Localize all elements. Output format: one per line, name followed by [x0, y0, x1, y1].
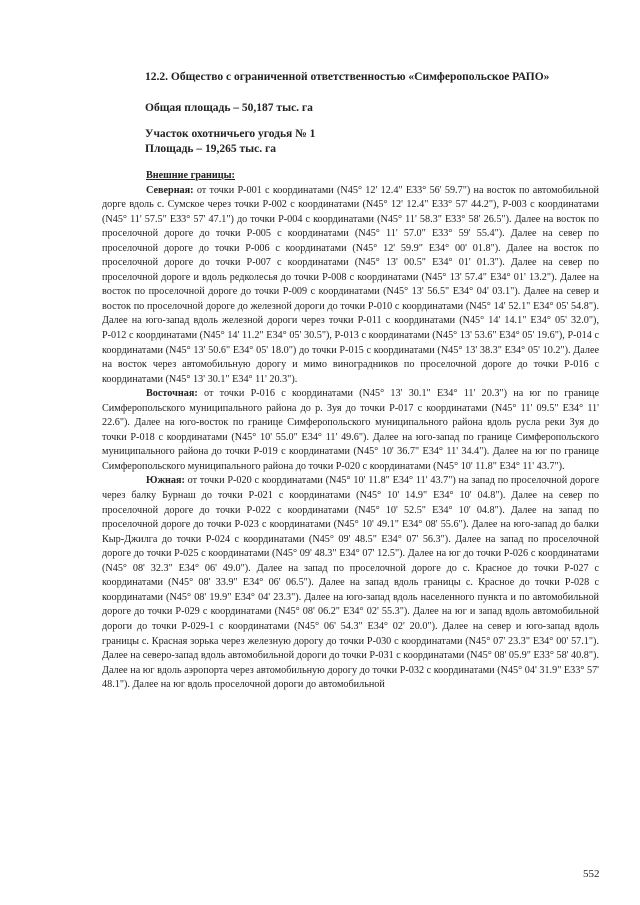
plot-area: Площадь – 19,265 тыс. га — [145, 143, 276, 155]
plot-title: Участок охотничьего угодья № 1 — [145, 128, 316, 140]
south-border-label: Южная: — [146, 475, 185, 487]
borders-heading-line — [102, 169, 599, 184]
borders-description — [102, 169, 599, 693]
south-border-text: от точки Р-020 с координатами (N45° 10' 11.8" E34° 11' 43.7") на запад по проселочной дороге через балку Бурнаш до точки Р-021 с координатами (N45° 10' 14.9" E34° 10' 04.8"). Далее на север по проселочной дороге до точки Р-022 с координатами (N45° 10' 52.5" E34° 10' 04.8"). Далее на запад по проселочной дороге до точки Р-023 с координатами (N45° 10' 49.1" E34° 08' 55.6"). Далее на юго-запад до балки Кыр-Джилга до точки Р-024 с координатами (N45° 09' 48.5" E34° 07' 56.3"). Далее на запад по проселочной дороге до точки Р-025 с координатами (N45° 09' 48.3" E34° 07' 12.5"). Далее на юг до точки Р-026 с координатами (N45° 08' 32.3" E34° 06' 49.0"). Далее на запад по проселочной дороге до с. Красное до точки Р-027 с координатами (N45° 08' 33.9" E34° 06' 06.5"). Далее на запад вдоль границы с. Красное до точки Р-028 с координатами (N45° 08' 19.9" E34° 04' 23.3"). Далее на юго-запад вдоль населенного пункта и по автомобильной дороге до точки Р-029 с координатами (N45° 08' 06.2" E34° 02' 55.3"). Далее на юг и запад вдоль автомобильной дороги до точки Р-029-1 с координатами (N45° 06' 54.3" E34° 02' 20.0"). Далее на север и юго-запад вдоль границы с. Красная зорька через железную дорогу до точки Р-030 с координатами (N45° 07' 23.3" E34° 00' 57.1"). Далее на северо-запад вдоль автомобильной дороги до точки Р-031 с координатами (N45° 08' 05.9" E33° 58' 40.8"). Далее на юг вдоль аэропорта через автомобильную дорогу до точки Р-032 с координатами (N45° 04' 31.9" E33° 57' 48.1"). Далее на юг вдоль проселочной дороги до автомобильной — [102, 475, 599, 691]
north-border-label: Северная: — [146, 184, 194, 196]
north-border-text: от точки Р-001 с координатами (N45° 12' 12.4" E33° 56' 59.7") на восток по автомобильной дорге вдоль с. Сумское через точки Р-002 с координатами (N45° 12' 12.4" E33° 57' 44.2"), Р-003 с координатами (N45° 11' 57.5" E33° 57' 47.1") до точки Р-004 с координатами (N45° 11' 58.3" E33° 58' 26.5"). Далее на восток по проселочной дороге до точки Р-005 с координатами (N45° 11' 57.0" E33° 59' 55.4"). Далее на север по проселочной дороге до точки Р-006 с координатами (N45° 12' 59.9" E34° 00' 01.8"). Далее на восток по проселочной дороге до точки Р-007 с координатами (N45° 13' 00.5" E34° 01' 01.3"). Далее на север по проселочной дороге и вдоль редколесья до точки Р-008 с координатами (N45° 13' 57.4" E34° 01' 13.2"). Далее на восток по проселочной дороге до точки Р-009 с координатами (N45° 13' 56.5" E34° 04' 03.1"). Далее на север и восток по проселочной дороге до железной дороги до точки Р-010 с координатами (N45° 14' 52.1" E34° 05' 54.8"). Далее на юго-запад вдоль железной дороги через точки Р-011 с координатами (N45° 14' 14.1" E34° 05' 32.0"), Р-012 с координатами (N45° 14' 11.2" E34° 05' 30.5"), Р-013 с координатами (N45° 13' 53.6" E34° 05' 19.6"), Р-014 с координатами (N45° 13' 50.6" E34° 05' 18.0") до точки Р-015 с координатами (N45° 13' 38.3" E34° 05' 10.2"). Далее на восток через автомобильную дорогу и мимо виноградников по проселочной дороге до точки Р-016 с координатами (N45° 13' 30.1" E34° 11' 20.3"). — [102, 184, 599, 385]
east-border-paragraph — [102, 387, 599, 474]
east-border-label: Восточная: — [146, 388, 198, 400]
north-border-paragraph — [102, 184, 599, 388]
section-title: 12.2. Общество с ограниченной ответственностью «Симферопольское РАПО» — [145, 71, 550, 83]
total-area: Общая площадь – 50,187 тыс. га — [145, 102, 313, 114]
east-border-text: от точки Р-016 с координатами (N45° 13' 30.1" E34° 11' 20.3") на юг по границе Симферопольского муниципального района до р. Зуя до точки Р-017 с координатами (N45° 11' 09.5" E34° 11' 22.6"). Далее на юго-восток по границе Симферопольского муниципального района вдоль русла реки Зуя до точки Р-018 с координатами (N45° 10' 55.0" E34° 11' 49.6"). Далее на юго-запад по границе Симферопольского муниципального района до точки Р-019 с координатами (N45° 10' 36.7" E34° 11' 34.4"). Далее на юг по границе Симферопольского муниципального района до точки Р-020 с координатами (N45° 10' 11.8" E34° 11' 43.7"). — [102, 388, 599, 472]
borders-heading: Внешние границы: — [146, 170, 235, 181]
page-number: 552 — [583, 868, 600, 880]
south-border-paragraph — [102, 474, 599, 692]
